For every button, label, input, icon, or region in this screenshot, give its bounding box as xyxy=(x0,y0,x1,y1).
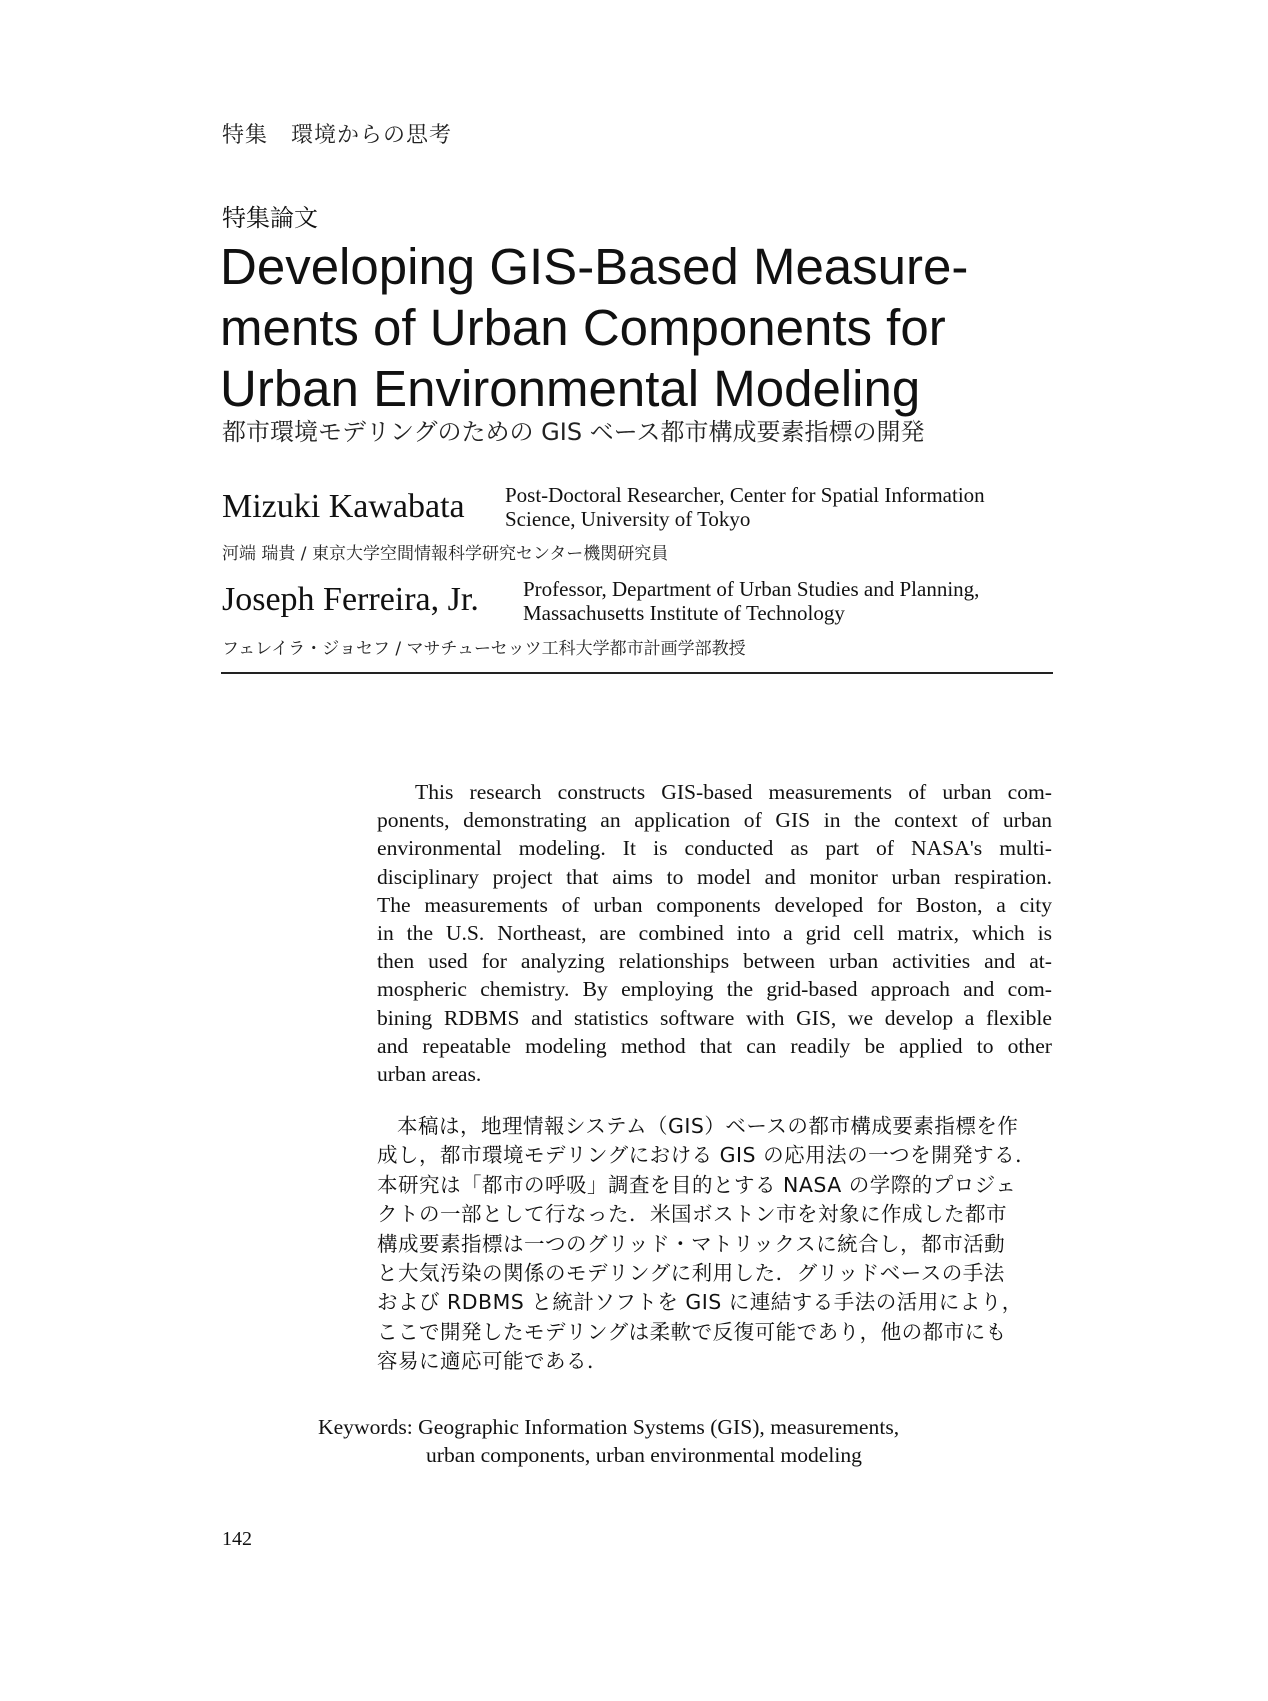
abstract-line: The measurements of urban components developed for Boston, a city xyxy=(377,892,1052,917)
abstract-line: mospheric chemistry. By employing the grid-based approach and com- xyxy=(377,977,1052,1002)
abstract-line: クトの一部として行なった．米国ボストン市を対象に作成した都市 xyxy=(377,1202,1007,1227)
abstract-line: 本稿は，地理情報システム（GIS）ベースの都市構成要素指標を作 xyxy=(397,1114,1019,1138)
paper-title xyxy=(220,236,1080,419)
abstract-line: in the U.S. Northeast, are combined into a grid cell matrix, which is xyxy=(377,921,1052,946)
author-affiliation xyxy=(505,483,985,531)
title-line: ments of Urban Components for xyxy=(220,299,946,356)
abstract-line: 構成要素指標は一つのグリッド・マトリックスに統合し，都市活動 xyxy=(377,1231,1006,1256)
abstract-line: 容易に適応可能である． xyxy=(377,1349,608,1374)
abstract-line: ponents, demonstrating an application of GIS in the context of urban xyxy=(377,808,1052,833)
abstract-line: bining RDBMS and statistics software with GIS, we develop a flexible xyxy=(377,1005,1052,1030)
affiliation-line: Professor, Department of Urban Studies and Planning, xyxy=(523,577,980,601)
japanese-title: 都市環境モデリングのための GIS ベース都市構成要素指標の開発 xyxy=(222,418,925,446)
keywords-label: Keywords: xyxy=(318,1415,413,1439)
abstract-line: 成し，都市環境モデリングにおける GIS の応用法の一つを開発する． xyxy=(377,1143,1037,1168)
header-divider xyxy=(221,672,1053,674)
title-line: Developing GIS-Based Measure- xyxy=(220,238,969,295)
author-japanese: フェレイラ・ジョセフ / マサチューセッツ工科大学都市計画学部教授 xyxy=(222,639,746,659)
abstract-line: This research constructs GIS-based measurements of urban com- xyxy=(415,780,1052,804)
author-affiliation xyxy=(523,577,979,625)
page-number: 142 xyxy=(222,1528,252,1550)
abstract-japanese xyxy=(377,1112,1052,1377)
affiliation-line: Post-Doctoral Researcher, Center for Spatial Information xyxy=(505,483,985,507)
abstract-english xyxy=(377,778,1052,1088)
keywords xyxy=(318,1413,899,1469)
abstract-line: urban areas. xyxy=(377,1062,482,1087)
affiliation-line: Science, University of Tokyo xyxy=(505,507,751,531)
keywords-row xyxy=(318,1413,899,1441)
author-name: Mizuki Kawabata xyxy=(222,488,465,525)
author-name: Joseph Ferreira, Jr. xyxy=(222,581,479,618)
abstract-line: disciplinary project that aims to model and monitor urban respiration. xyxy=(377,864,1052,889)
abstract-line: and repeatable modeling method that can readily be applied to other xyxy=(377,1033,1052,1058)
abstract-line: environmental modeling. It is conducted as part of NASA's multi- xyxy=(377,836,1052,861)
keywords-text: Geographic Information Systems (GIS), measurements, xyxy=(418,1415,900,1439)
abstract-line: 本研究は「都市の呼吸」調査を目的とする NASA の学際的プロジェ xyxy=(377,1172,1017,1197)
abstract-line: ここで開発したモデリングは柔軟で反復可能であり，他の都市にも xyxy=(377,1319,1007,1344)
affiliation-line: Massachusetts Institute of Technology xyxy=(523,601,845,625)
title-line: Urban Environmental Modeling xyxy=(220,360,921,417)
abstract-line: および RDBMS と統計ソフトを GIS に連結する手法の活用により， xyxy=(377,1290,1023,1315)
author-japanese: 河端 瑞貴 / 東京大学空間情報科学研究センター機関研究員 xyxy=(222,544,669,564)
abstract-line: then used for analyzing relationships between urban activities and at- xyxy=(377,949,1052,974)
section-header: 特集 環境からの思考 xyxy=(222,123,453,148)
article-type-label: 特集論文 xyxy=(222,204,318,232)
keywords-text: urban components, urban environmental modeling xyxy=(426,1443,862,1467)
abstract-line: と大気汚染の関係のモデリングに利用した．グリッドベースの手法 xyxy=(377,1261,1005,1286)
